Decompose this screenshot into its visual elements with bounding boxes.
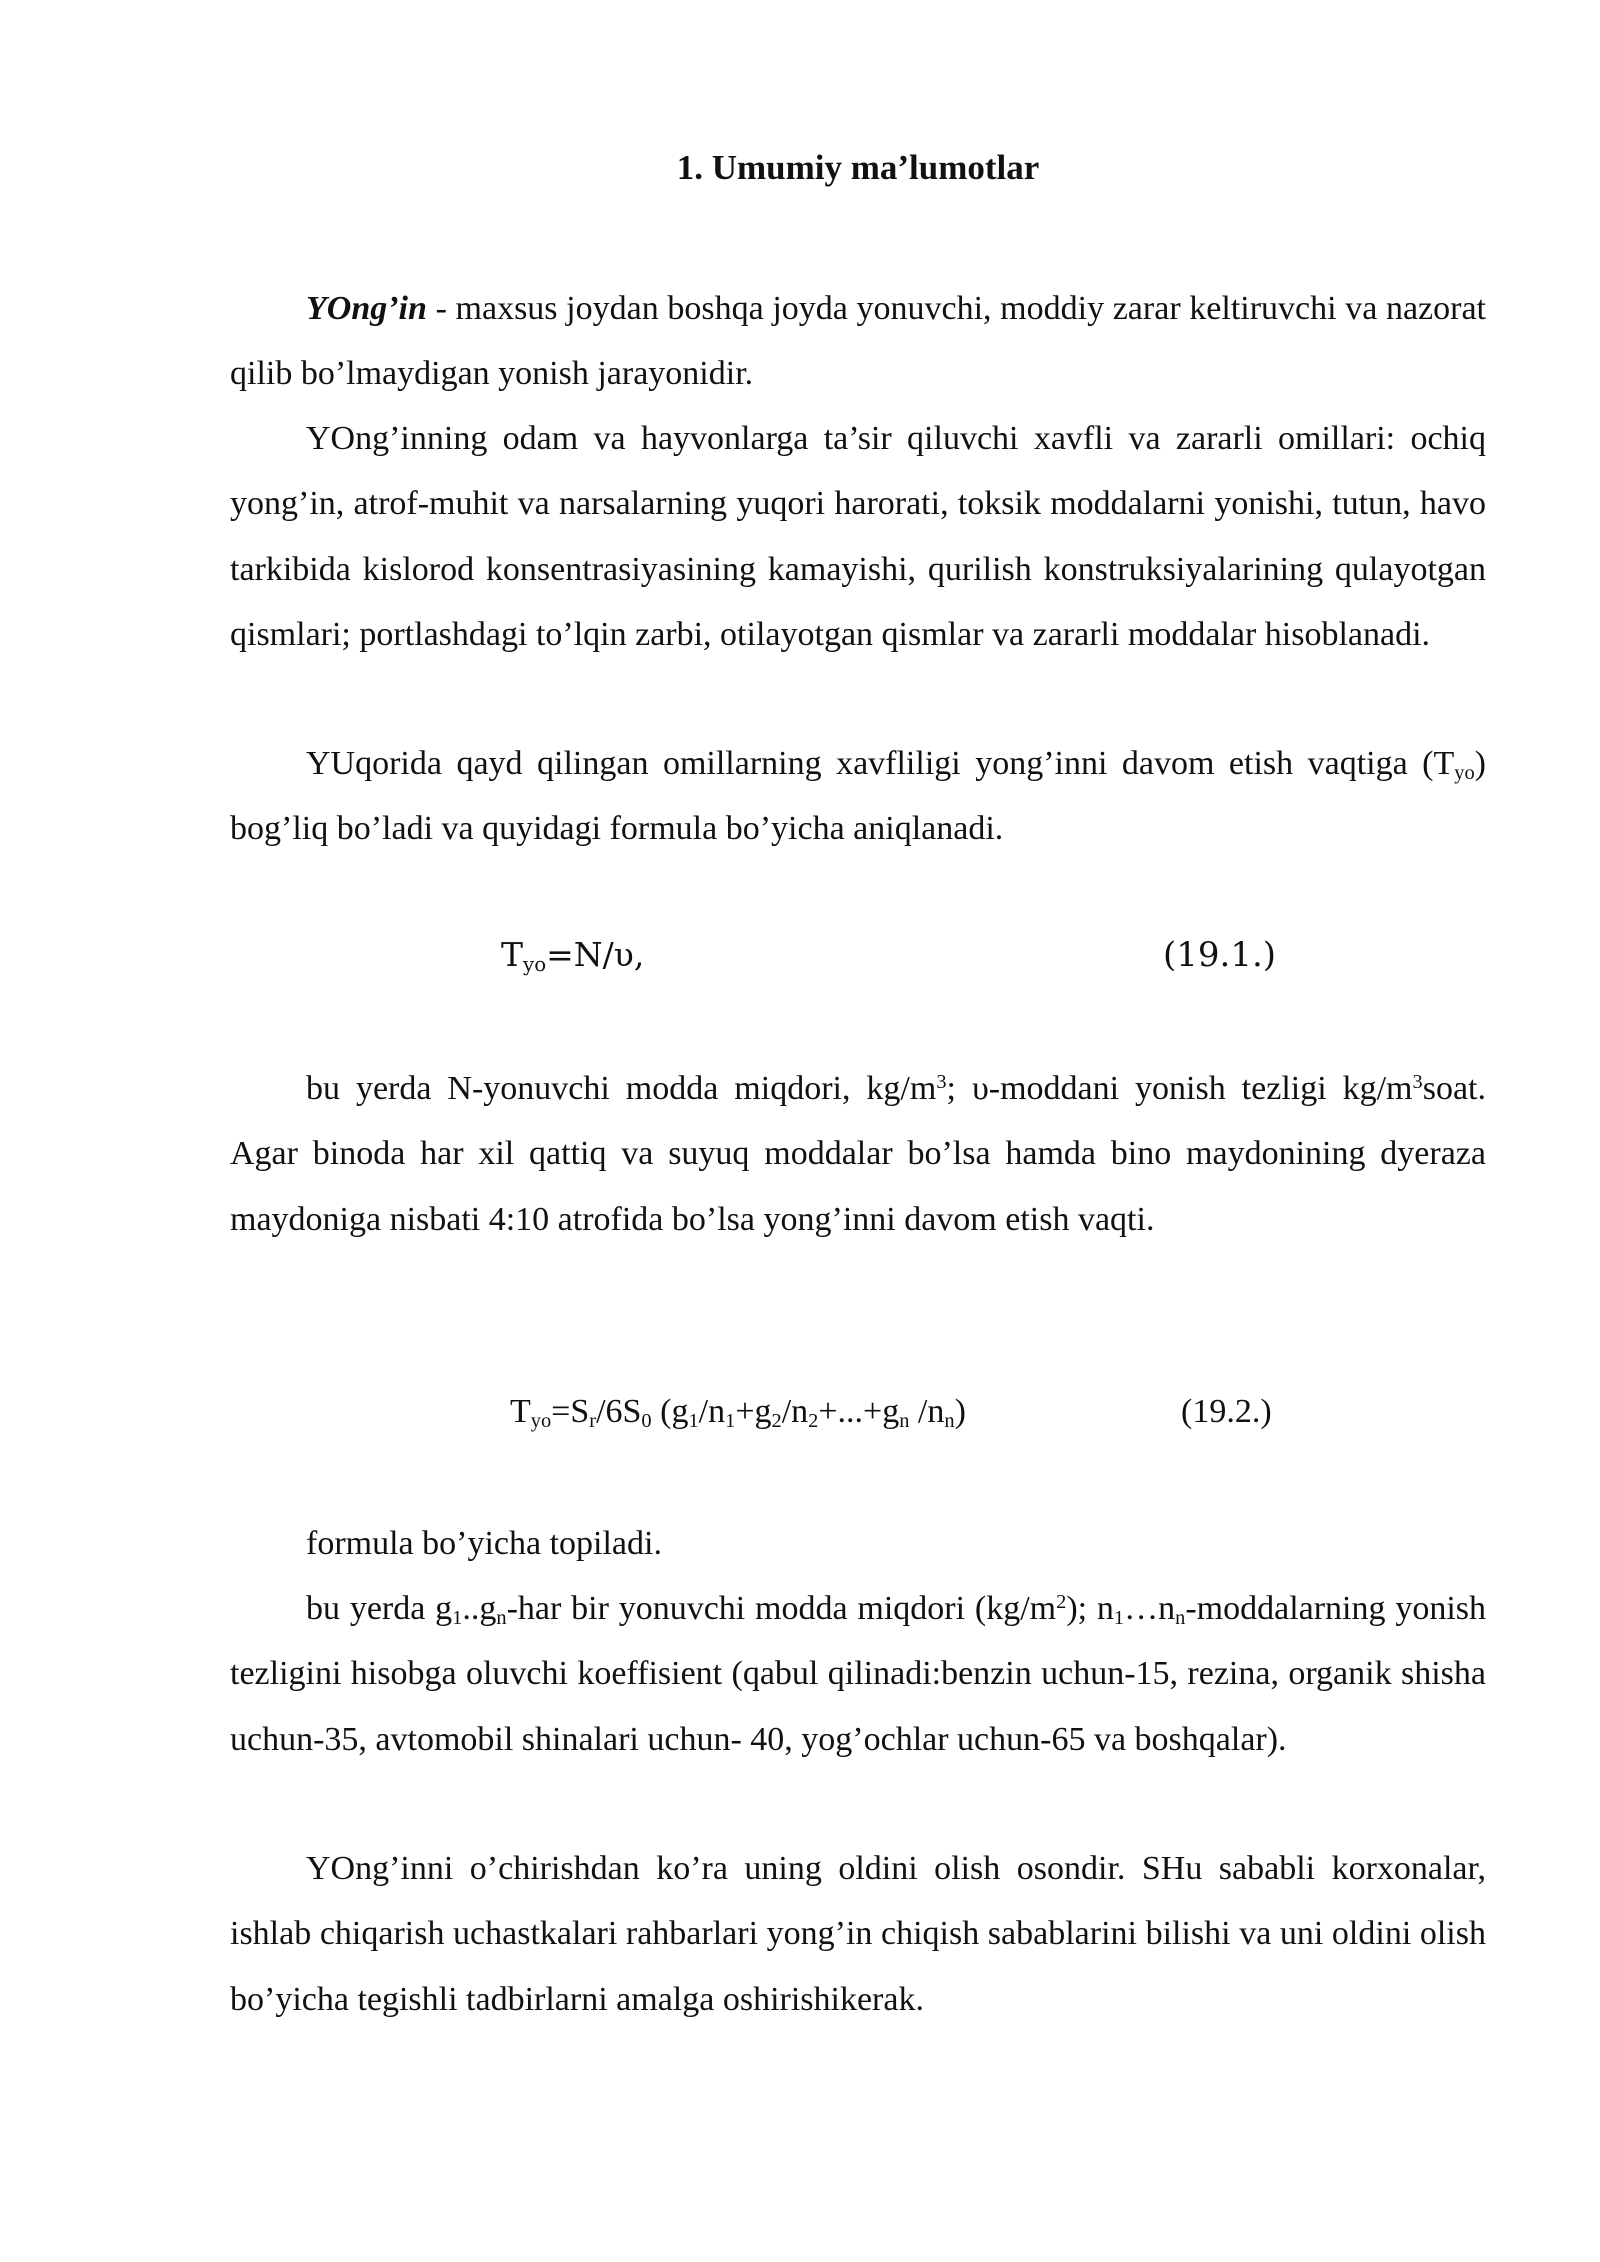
formula-19-2: $T_{yo}=S_r/6S_0$ ($g_1/n_1+g_2/n_2+...+g_n$ $/n_n$): [510, 1393, 966, 1433]
paragraph-coefficients: bu yerda $g_1..g_n$-har bir yonuvchi modda miqdori $(kg/m^2)$; $n_1\dots n_n$-moddalarning yonish tezligini hisobga oluvchi koeffisient (qabul qilinadi:benzin uchun-15, rezina, organik shisha uchun-35, avtomobil shinalari uchun- 40, yog’ochlar uchun-65 va boshqalar).: [230, 1590, 1486, 1758]
equation-number-19-1: (19.1.): [1163, 935, 1277, 975]
paragraph-definition: [230, 276, 1486, 407]
defined-term: YOng’in: [306, 290, 427, 327]
paragraph-hazards: YOng’inning odam va hayvonlarga ta’sir qiluvchi xavfli va zararli omillari: ochiq yong’in, atrof-muhit va narsalarning yuqori harorati, toksik moddalarni yonishi, tutun, havo tarkibida kislorod konsentrasiyasining kamayishi, qurilish konstruksiyalarining qulayotgan qismlari; portlashdagi to’lqin zarbi, otilayotgan qismlar va zararli moddalar hisoblanadi.: [230, 420, 1486, 653]
paragraph-formula-note: formula bo’yicha topiladi.: [306, 1525, 662, 1562]
section-heading: 1. Umumiy ma’lumotlar: [676, 148, 1040, 187]
formula-19-1: $T_{yo}=N/\upsilon$,: [501, 935, 645, 976]
definition-text: - maxsus joydan boshqa joyda yonuvchi, moddiy zarar keltiruvchi va nazorat qilib bo’lmaydigan yonish jarayonidir.: [230, 290, 1486, 393]
equation-number-19-2: (19.2.): [1181, 1393, 1272, 1430]
paragraph-duration: YUqorida qayd qilingan omillarning xavfliligi yong’inni davom etish vaqtiga $(T_{yo})$ bog’liq bo’ladi va quyidagi formula bo’yicha aniqlanadi.: [230, 745, 1486, 848]
paragraph-prevention: YOng’inni o’chirishdan ko’ra uning oldini olish osondir. SHu sababli korxonalar, ishlab chiqarish uchastkalari rahbarlari yong’in chiqish sabablarini bilishi va uni oldini olish bo’yicha tegishli tadbirlarni amalga oshirishikerak.: [230, 1850, 1486, 2018]
paragraph-variables: bu yerda N-yonuvchi modda miqdori, $kg/m^3$; υ-moddani yonish tezligi $kg/m^3soat$. Agar binoda har xil qattiq va suyuq moddalar bo’lsa hamda bino maydonining dyeraza maydoniga nisbati 4:10 atrofida bo’lsa yong’inni davom etish vaqti.: [230, 1070, 1486, 1238]
